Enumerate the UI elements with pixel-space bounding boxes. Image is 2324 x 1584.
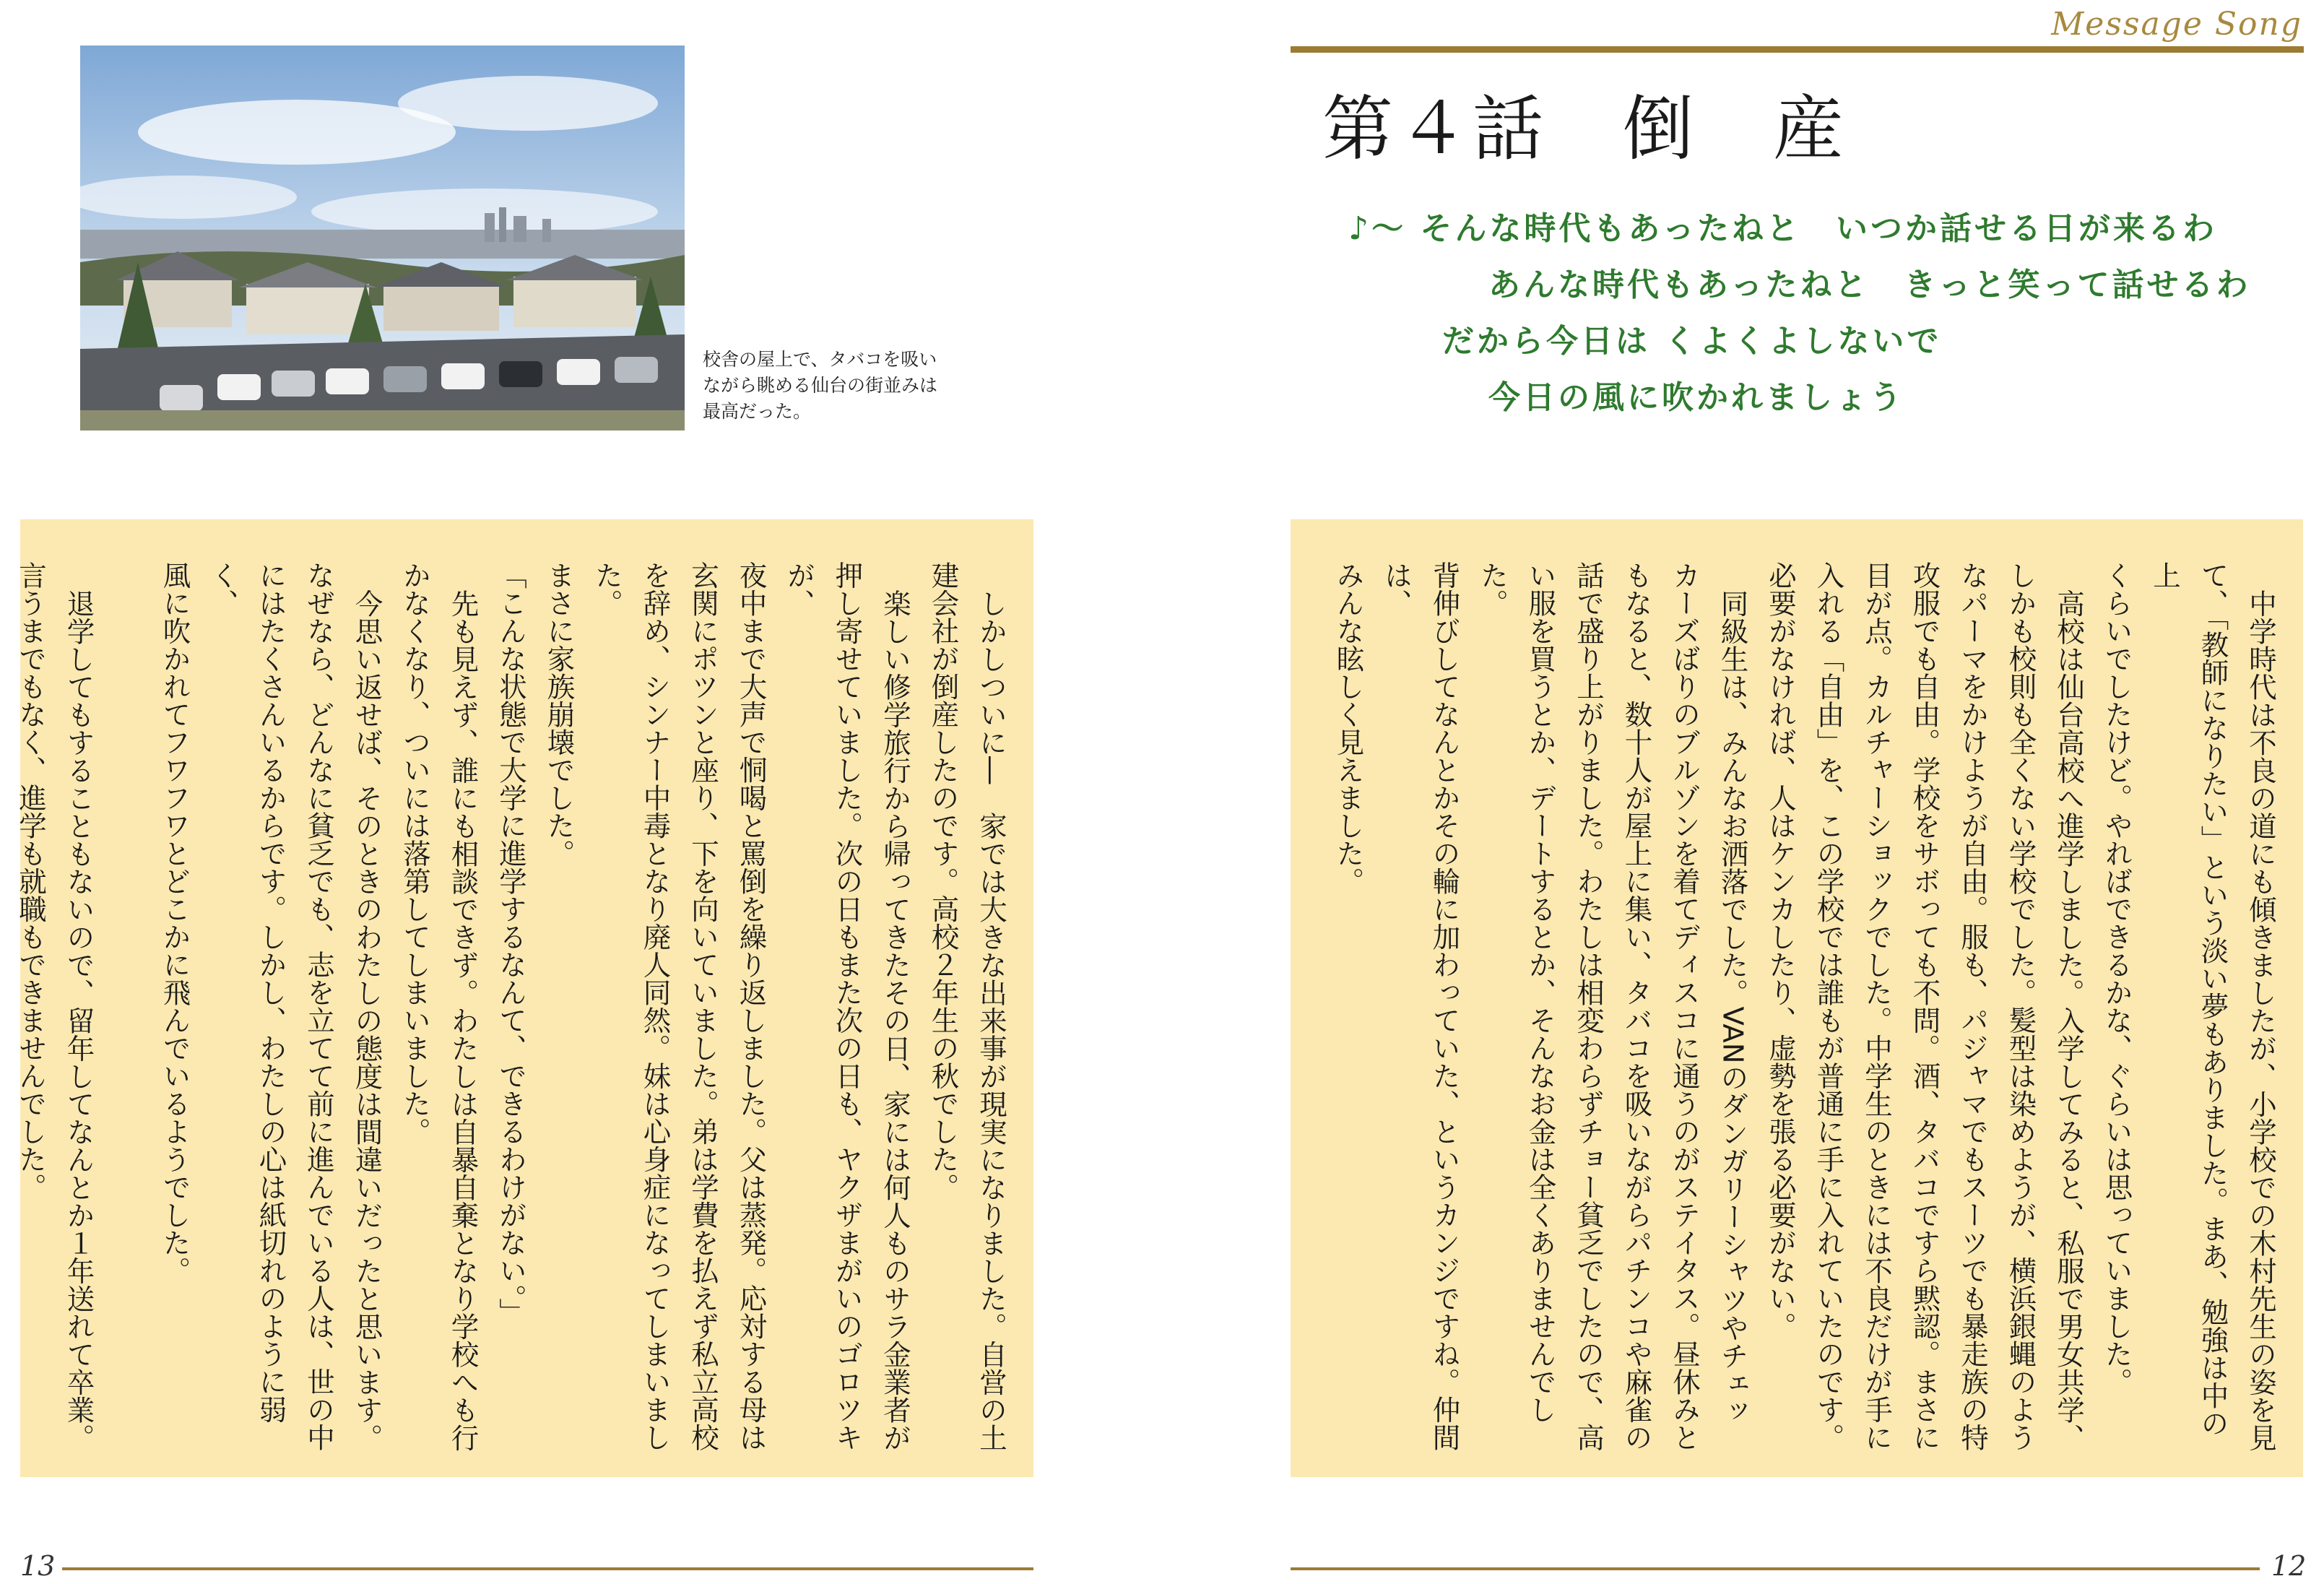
text-line: 攻服でも自由。学校をサボっても不問。酒、タバコですら黙認。まさに (1908, 561, 1941, 1451)
right-page (1162, 0, 2324, 1584)
text-line: 夜中まで大声で恫喝と罵倒を繰り返しました。父は蒸発。応対する母は (734, 561, 768, 1451)
text-line: 押し寄せていました。次の日もまた次の日も、ヤクザまがいのゴロツキが、 (783, 561, 864, 1451)
text-line: 「こんな状態で大学に進学するなんて、できるわけがない。」 (495, 561, 527, 1326)
paragraph (534, 561, 919, 1457)
lyric-line: ♪～ そんな時代もあったねと いつか話せる日が来るわ (1348, 210, 2217, 247)
text-line: を辞め、シンナー中毒となり廃人同然。妹は心身症になってしまいました。 (591, 561, 672, 1451)
chapter-title: 第４話 倒 産 (1322, 88, 1849, 170)
text-line: 背伸びしてなんとかその輪に加わっていた、というカンジですね。仲間は、 (1380, 561, 1461, 1451)
left-page-number: 13 (20, 1550, 56, 1582)
lyric-line: あんな時代もあったねと きっと笑って話せるわ (1488, 267, 2251, 303)
text-line: 玄関にポツンと座り、下を向いていました。弟は学費を払えず私立高校 (687, 561, 719, 1451)
text-line: 高校は仙台高校へ進学しました。入学してみると、私服で男女共学、 (2052, 589, 2085, 1451)
text-line: みんな眩しく見えました。 (1332, 561, 1365, 895)
text-line: 同級生は、みんなお洒落でした。VANのダンガリーシャツやチェッ (1716, 589, 1749, 1425)
text-line: しかしついに― 家では大きな出来事が現実になりました。自営の土 (975, 589, 1007, 1451)
text-line: にはたくさんいるからです。しかし、わたしの心は紙切れのように弱く、 (207, 561, 287, 1424)
text-line: 言うまでもなく、進学も就職もできませんでした。 (14, 561, 47, 1201)
text-line: 必要がなければ、人はケンカしたり、虚勢を張る必要がない。 (1764, 561, 1797, 1340)
paragraph (391, 561, 535, 1457)
caption-line: ながら眺める仙台の街並みは (703, 375, 938, 396)
text-line: くらいでしたけど。やればできるかな、ぐらいは思っていました。 (2100, 561, 2133, 1395)
left-text-panel (14, 519, 1033, 1477)
text-line: なパーマをかけようが自由。服も、パジャマでもスーツでも暴走族の特 (1956, 561, 1989, 1451)
text-line: 建会社が倒産したのです。高校２年生の秋でした。 (927, 561, 960, 1201)
left-column-text (6, 561, 1015, 1457)
header-label: Message Song (2051, 6, 2302, 43)
text-line: 入れる「自由」を、この学校では誰もが普通に手に入れていたのです。 (1812, 561, 1845, 1451)
header-rule (1291, 46, 2304, 53)
right-column-text (1276, 561, 2285, 1457)
caption-line: 校舎の屋上で、タバコを吸い (703, 349, 937, 370)
text-line: 中学時代は不良の道にも傾きましたが、小学校での木村先生の姿を見 (2245, 589, 2277, 1451)
text-line: まさに家族崩壊でした。 (542, 561, 576, 867)
text-line: 退学してもすることもないので、留年してなんとか１年送れて卒業。 (62, 589, 95, 1451)
paragraph (6, 561, 103, 1457)
text-line: 先も見えず、誰にも相談できず。わたしは自暴自棄となり学校へも行 (446, 589, 480, 1451)
text-line: 今思い返せば、そのときのわたしの態度は間違いだったと思います。 (350, 589, 383, 1451)
text-line: かなくなり、ついには落第してしまいました。 (399, 561, 431, 1146)
text-line: もなると、数十人が屋上に集い、タバコを吸いながらパチンコや麻雀の (1620, 561, 1653, 1451)
caption-line: 最高だった。 (703, 401, 812, 422)
text-line: 風に吹かれてフワフワとどこかに飛んでいるようでした。 (158, 561, 191, 1284)
text-line: カーズばりのブルゾンを着てディスコに通うのがステイタス。昼休みと (1668, 561, 1701, 1451)
text-line: 話で盛り上がりました。わたしは相変わらずチョー貧乏でしたので、高 (1572, 561, 1605, 1451)
sendai-cityscape-photo (80, 46, 685, 430)
text-line: 楽しい修学旅行から帰ってきたその日、家には何人ものサラ金業者が (879, 589, 911, 1451)
text-line: 目が点。カルチャーショックでした。中学生のときには不良だけが手に (1860, 561, 1893, 1451)
lyric-line: 今日の風に吹かれましょう (1488, 379, 1904, 416)
text-line: しかも校則も全くない学校でした。髪型は染めようが、横浜銀蝿のよう (2004, 561, 2037, 1451)
right-page-number: 12 (2271, 1550, 2307, 1582)
lyric-line: だから今日は くよくよしないで (1442, 323, 1942, 360)
text-line: て、「教師になりたい」という淡い夢もありました。まあ、勉強は中の上 (2149, 561, 2229, 1437)
photo-caption (703, 347, 1006, 425)
text-line: なぜなら、どんなに貧乏でも、志を立てて前に進んでいる人は、世の中 (303, 561, 335, 1451)
left-footer-rule (62, 1567, 1033, 1570)
paragraph (150, 561, 391, 1457)
paragraph (2092, 561, 2284, 1457)
paragraph (1324, 561, 1756, 1457)
text-line: い服を買うとか、デートするとか、そんなお金は全くありませんでした。 (1476, 561, 1557, 1424)
paragraph (1756, 561, 2093, 1457)
right-footer-rule (1291, 1567, 2260, 1570)
paragraph (919, 561, 1015, 1457)
right-text-panel (1291, 519, 2303, 1477)
